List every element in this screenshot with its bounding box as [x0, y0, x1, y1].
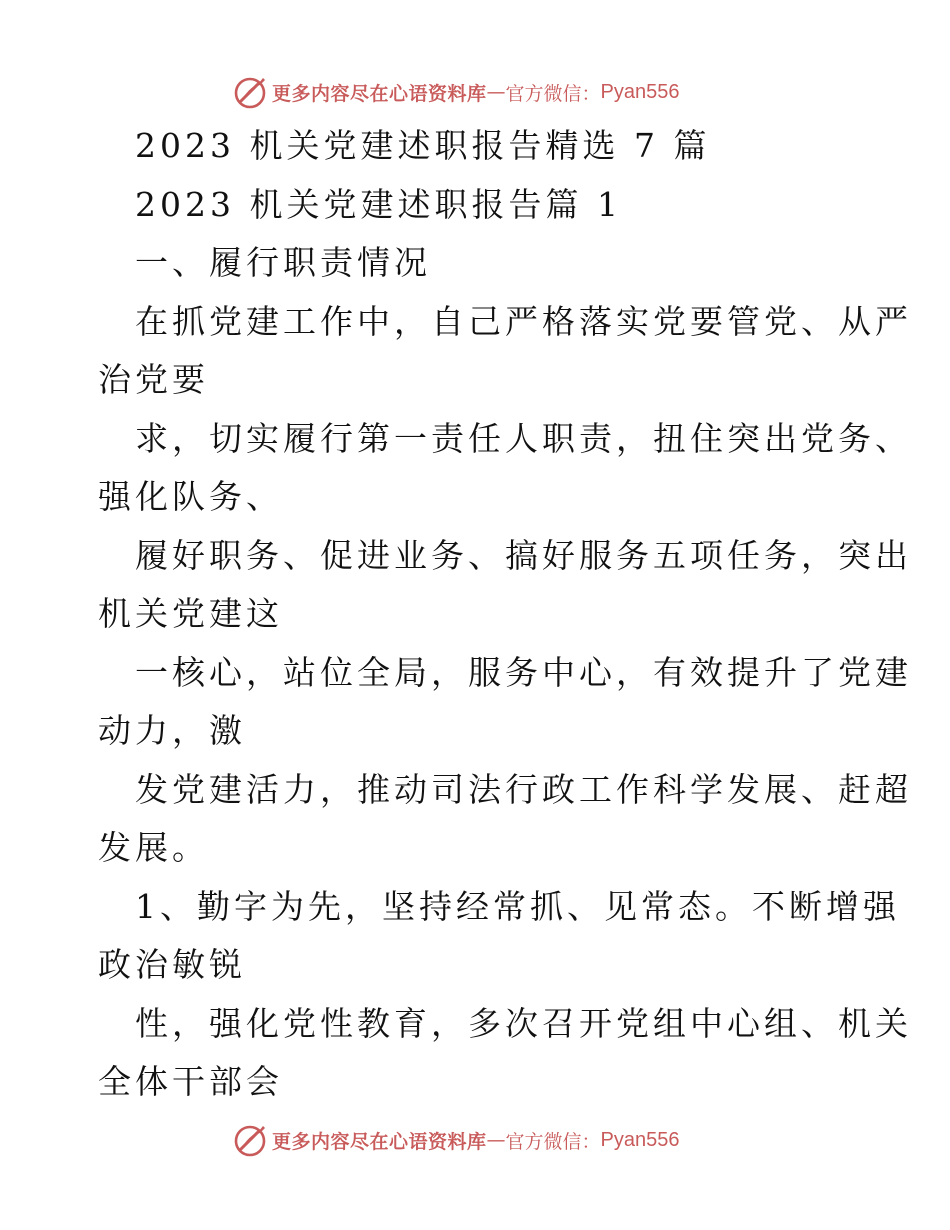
paragraph-line: 1、勤字为先，坚持经常抓、见常态。不断增强 — [135, 887, 900, 926]
paragraph-line: 发党建活力，推动司法行政工作科学发展、赶超 — [135, 770, 912, 809]
paragraph-line: 治党要 — [98, 360, 209, 399]
watermark-footer — [232, 1120, 680, 1160]
paragraph-line: 机关党建这 — [98, 594, 283, 633]
watermark-wechat-id: Pyan556 — [600, 1128, 680, 1151]
watermark-brand-text: 更多内容尽在心语资料库 — [272, 82, 487, 105]
paragraph-line: 履好职务、促进业务、搞好服务五项任务，突出 — [135, 536, 912, 575]
paragraph-line: 全体干部会 — [98, 1062, 283, 1101]
watermark-wechat-label: 官方微信： — [505, 1130, 601, 1153]
watermark-dash: — — [486, 1129, 506, 1151]
watermark-dash: — — [486, 81, 506, 103]
section-heading: 一、履行职责情况 — [135, 243, 431, 282]
paragraph-line: 强化队务、 — [98, 477, 283, 516]
paragraph-line: 求，切实履行第一责任人职责，扭住突出党务、 — [135, 419, 912, 458]
watermark-wechat-label: 官方微信： — [505, 82, 601, 105]
paragraph-line: 一核心，站位全局，服务中心，有效提升了党建 — [135, 653, 912, 692]
document-title: 2023 机关党建述职报告精选 7 篇 — [135, 126, 711, 165]
watermark-wechat-id: Pyan556 — [600, 80, 680, 103]
paragraph-line: 政治敏锐 — [98, 945, 246, 984]
quill-logo-icon — [232, 1122, 268, 1158]
paragraph-line: 动力，激 — [98, 711, 246, 750]
paragraph-line: 发展。 — [98, 828, 209, 867]
watermark-header — [232, 72, 680, 112]
document-subtitle: 2023 机关党建述职报告篇 1 — [135, 185, 622, 224]
paragraph-line: 性，强化党性教育，多次召开党组中心组、机关 — [135, 1004, 912, 1043]
paragraph-line: 在抓党建工作中，自己严格落实党要管党、从严 — [135, 302, 912, 341]
watermark-brand-text: 更多内容尽在心语资料库 — [272, 1130, 487, 1153]
quill-logo-icon — [232, 74, 268, 110]
